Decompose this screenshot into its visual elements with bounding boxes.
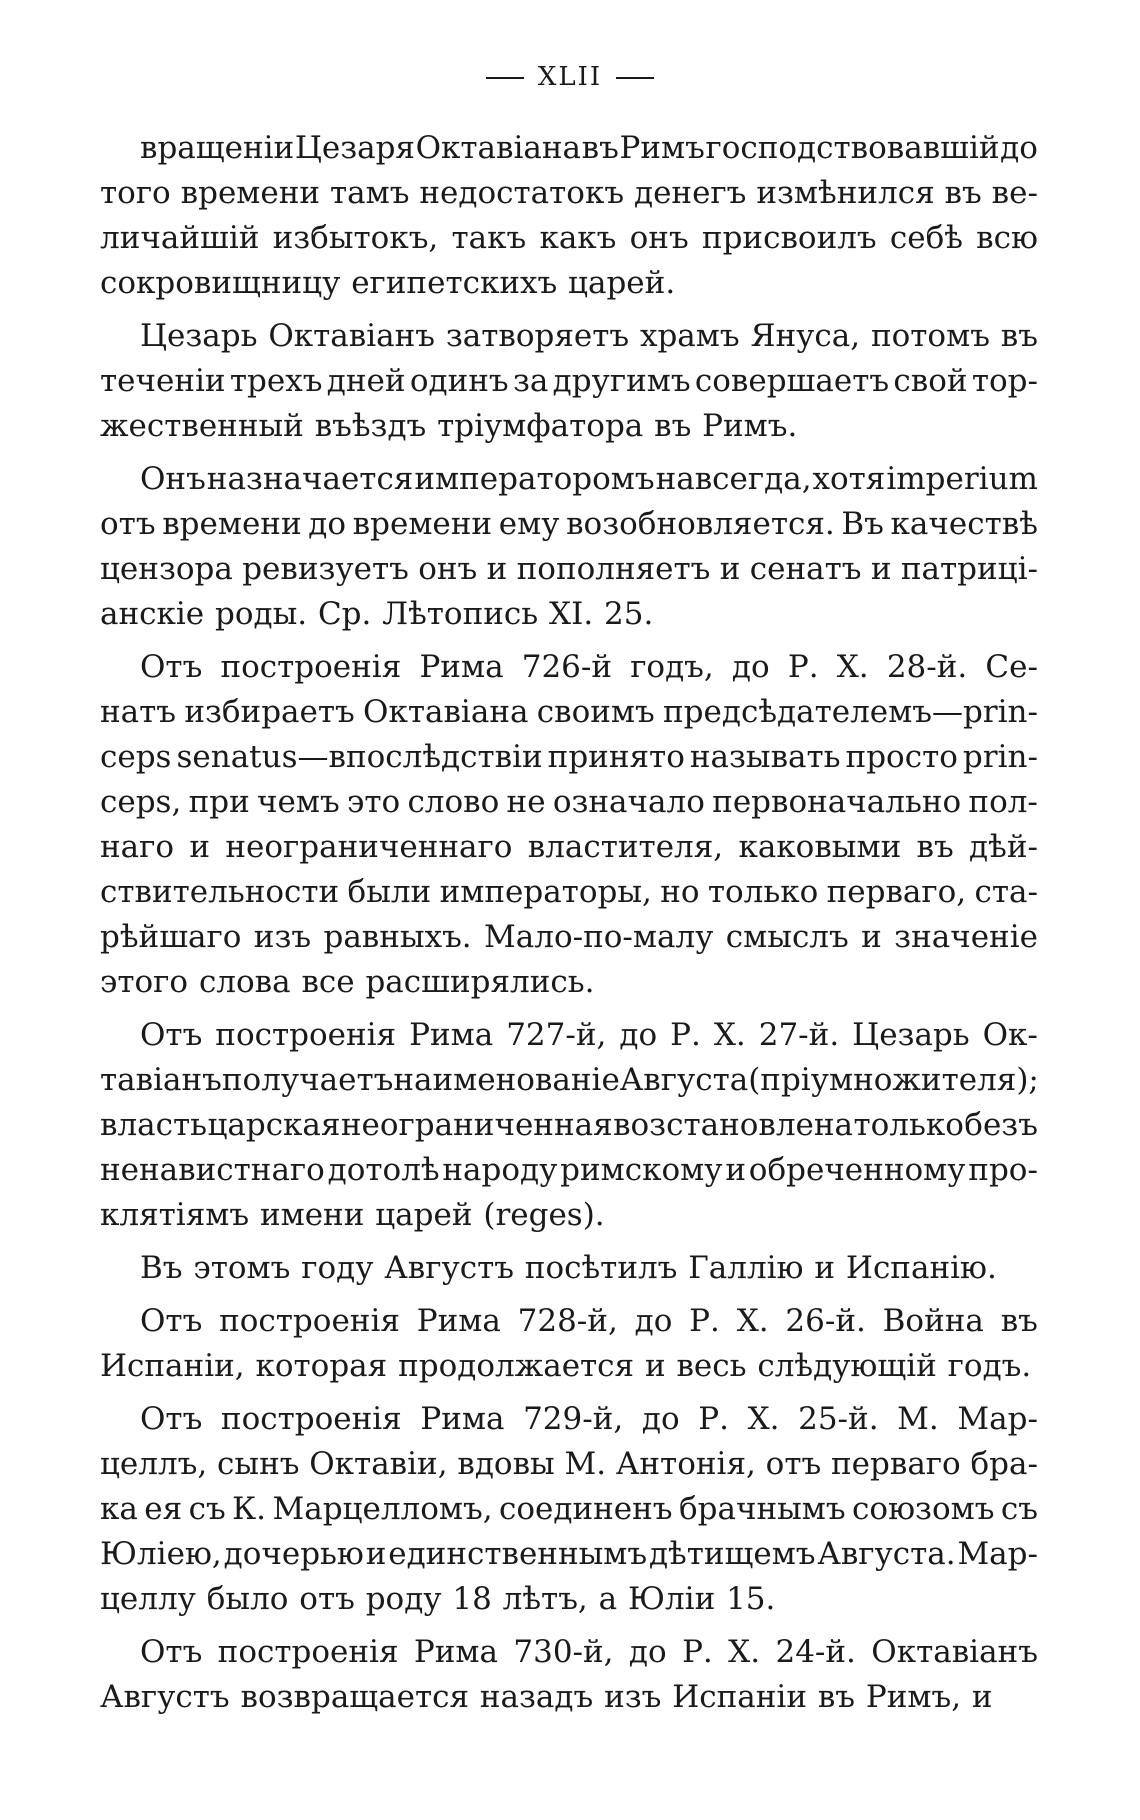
- word: Августъ: [384, 1250, 514, 1286]
- word: которая: [255, 1348, 388, 1384]
- word: въ: [916, 829, 954, 865]
- text-line: [100, 502, 1038, 547]
- word: цензора: [100, 551, 233, 587]
- word: Х.: [713, 1017, 746, 1053]
- text-line: [100, 1344, 1038, 1389]
- word: императоры,: [439, 874, 652, 910]
- text-line: [100, 780, 1038, 825]
- word: смыслъ: [725, 919, 849, 955]
- word: избытокъ,: [272, 220, 439, 256]
- word: клятіямъ: [100, 1197, 250, 1233]
- word: и: [719, 551, 741, 587]
- word: личайшій: [100, 220, 260, 256]
- word: и: [725, 1152, 746, 1188]
- word: властителя,: [527, 829, 724, 865]
- word: Р.: [698, 1401, 729, 1437]
- word: расширялись.: [365, 964, 595, 1000]
- word: ceps: [100, 739, 172, 775]
- word: онъ: [418, 551, 478, 587]
- word: сынъ: [217, 1446, 300, 1482]
- word: изъ: [604, 1679, 662, 1715]
- word: Юліею,: [100, 1536, 222, 1572]
- word: вдовы: [457, 1446, 555, 1482]
- header-dash-right: [616, 77, 654, 79]
- word: Отъ: [140, 1634, 203, 1670]
- word: Октавіана: [415, 130, 582, 166]
- word: возобновляется.: [566, 506, 835, 542]
- word: затворяетъ: [445, 318, 630, 354]
- word: Х.: [747, 1401, 780, 1437]
- word: Рима: [419, 649, 504, 685]
- text-line: [100, 735, 1038, 780]
- word: Августъ: [100, 1679, 230, 1715]
- word: одинъ: [409, 363, 509, 399]
- word: до: [634, 1303, 673, 1339]
- word: просто: [845, 739, 958, 775]
- word: изъ: [253, 919, 312, 955]
- word: Октавіи,: [309, 1446, 448, 1482]
- word: совершаетъ: [694, 363, 890, 399]
- text-line: [100, 645, 1038, 690]
- text-line: [100, 1532, 1038, 1577]
- paragraph: [100, 1299, 1038, 1389]
- paragraph: [100, 1013, 1038, 1238]
- word: до: [628, 1634, 667, 1670]
- word: присвоилъ: [701, 220, 877, 256]
- word: тавіанъ: [100, 1062, 222, 1098]
- word: Отъ: [140, 649, 203, 685]
- word: Антонія,: [615, 1446, 756, 1482]
- word: перваго: [831, 1446, 961, 1482]
- word: каковыми: [738, 829, 902, 865]
- paragraph: [100, 1397, 1038, 1622]
- word: измѣнился: [756, 175, 935, 211]
- word: въ: [817, 1679, 856, 1715]
- word: было: [206, 1581, 289, 1617]
- word: 28-й.: [886, 649, 968, 685]
- word: безъ: [964, 1107, 1038, 1143]
- word: prin-: [962, 739, 1038, 775]
- word: это: [346, 784, 401, 820]
- text-line: [100, 404, 1038, 449]
- word: означало: [552, 784, 705, 820]
- word: Испанію.: [845, 1250, 997, 1286]
- word: недостатокъ: [419, 175, 625, 211]
- text-line: [100, 870, 1038, 915]
- text-line: [100, 915, 1038, 960]
- word: Галлію: [688, 1250, 804, 1286]
- word: только: [707, 874, 819, 910]
- word: при: [188, 784, 250, 820]
- word: XI.: [549, 596, 594, 632]
- word: патриці-: [900, 551, 1038, 587]
- word: неограниченная: [340, 1107, 613, 1143]
- word: называть: [689, 739, 841, 775]
- word: царей: [375, 1197, 473, 1233]
- word: imperium: [886, 461, 1038, 497]
- word: египетскихъ: [351, 265, 558, 301]
- word: ствительности: [100, 874, 340, 910]
- text-line: [100, 1013, 1038, 1058]
- word: рѣйшаго: [100, 919, 242, 955]
- text-line: [100, 1487, 1038, 1532]
- word: избираетъ: [184, 694, 355, 730]
- word: анскіе: [100, 596, 205, 632]
- word: хотя: [812, 461, 886, 497]
- word: году: [301, 1250, 374, 1286]
- word: дотолѣ: [327, 1152, 440, 1188]
- word: 729-й,: [523, 1401, 624, 1437]
- word: своимъ: [536, 694, 655, 730]
- word: этомъ: [193, 1250, 291, 1286]
- word: роду: [365, 1581, 442, 1617]
- word: дней: [326, 363, 406, 399]
- paragraph: [100, 645, 1038, 1005]
- word: построенія: [220, 649, 402, 685]
- word: до: [308, 506, 347, 542]
- word: царей.: [568, 265, 676, 301]
- word: 24-й.: [775, 1634, 856, 1670]
- text-line: [100, 1103, 1038, 1148]
- word: царская: [207, 1107, 341, 1143]
- text-line: [100, 1193, 1038, 1238]
- word: Р.: [670, 1017, 701, 1053]
- word: римскому: [560, 1152, 723, 1188]
- word: Ср.: [317, 596, 372, 632]
- word: построенія: [215, 1017, 397, 1053]
- word: жественный: [100, 408, 304, 444]
- word: роды.: [214, 596, 308, 632]
- word: Война: [882, 1303, 984, 1339]
- word: тамъ: [330, 175, 410, 211]
- word: не: [506, 784, 546, 820]
- word: и: [189, 829, 211, 865]
- word: имени: [259, 1197, 365, 1233]
- word: целлу: [100, 1581, 196, 1617]
- text-line: [100, 1577, 1038, 1622]
- word: ея: [144, 1491, 183, 1527]
- word: единственнымъ: [388, 1536, 648, 1572]
- word: Цезарь: [852, 1017, 970, 1053]
- text-line: [100, 457, 1038, 502]
- word: и: [814, 1250, 836, 1286]
- word: Въ: [841, 506, 884, 542]
- word: Римъ: [619, 130, 705, 166]
- word: въ: [1000, 1303, 1038, 1339]
- word: М.: [564, 1446, 607, 1482]
- word: получаетъ: [221, 1062, 394, 1098]
- word: Испаніи,: [100, 1348, 245, 1384]
- word: построенія: [217, 1634, 399, 1670]
- word: отъ: [765, 1446, 822, 1482]
- word: какъ: [539, 220, 617, 256]
- word: только: [853, 1107, 964, 1143]
- word: предсѣдателемъ—prin-: [663, 694, 1038, 730]
- word: лѣтъ,: [502, 1581, 588, 1617]
- text-line: [100, 171, 1038, 216]
- word: 726-й: [521, 649, 613, 685]
- word: тор-: [971, 363, 1038, 399]
- word: до: [731, 649, 770, 685]
- word: 18: [452, 1581, 492, 1617]
- word: чемъ: [257, 784, 340, 820]
- word: Р.: [682, 1634, 713, 1670]
- word: (reges).: [483, 1197, 605, 1233]
- text-line: [100, 1442, 1038, 1487]
- word: но: [660, 874, 700, 910]
- text-line: [100, 261, 1038, 306]
- word: перваго,: [826, 874, 967, 910]
- word: Р.: [689, 1303, 720, 1339]
- word: времени: [180, 175, 321, 211]
- word: равныхъ.: [323, 919, 472, 955]
- text-line: [100, 1246, 1038, 1291]
- word: съ: [188, 1491, 226, 1527]
- word: до: [641, 1401, 680, 1437]
- paragraph: [100, 1246, 1038, 1291]
- word: до: [619, 1017, 658, 1053]
- body-text: [100, 126, 1038, 1728]
- paragraph: [100, 1630, 1038, 1720]
- word: трехъ: [229, 363, 323, 399]
- word: senatus—впослѣдствіи: [176, 739, 543, 775]
- word: качествѣ: [890, 506, 1038, 542]
- word: были: [347, 874, 432, 910]
- word: натъ: [100, 694, 177, 730]
- word: целлъ,: [100, 1446, 208, 1482]
- word: все: [301, 964, 355, 1000]
- word: Римъ.: [702, 408, 798, 444]
- word: возвращается: [240, 1679, 470, 1715]
- text-line: [100, 1299, 1038, 1344]
- word: Януса,: [750, 318, 861, 354]
- header-dash-left: [486, 77, 524, 79]
- word: Юліи: [627, 1581, 716, 1617]
- word: Рима: [420, 1401, 505, 1437]
- word: тріумфатора: [437, 408, 644, 444]
- text-line: [100, 825, 1038, 870]
- text-line: [100, 1148, 1038, 1193]
- word: свой: [893, 363, 968, 399]
- word: Цезарь: [140, 318, 258, 354]
- word: того: [100, 175, 171, 211]
- page-header: [0, 62, 1140, 92]
- word: до: [1000, 130, 1038, 166]
- word: себѣ: [889, 220, 963, 256]
- word: Отъ: [140, 1401, 203, 1437]
- word: М.: [897, 1401, 939, 1437]
- word: слово: [407, 784, 500, 820]
- word: неограниченнаго: [225, 829, 513, 865]
- word: пол-: [968, 784, 1038, 820]
- word: 728-й,: [517, 1303, 618, 1339]
- word: назадъ: [479, 1679, 594, 1715]
- word: К.: [232, 1491, 267, 1527]
- text-line: [100, 1675, 1038, 1720]
- word: дѣтищемъ: [648, 1536, 816, 1572]
- word: и: [486, 551, 508, 587]
- word: 727-й,: [506, 1017, 607, 1053]
- word: союзомъ: [852, 1491, 995, 1527]
- word: Мар-: [957, 1536, 1038, 1572]
- word: Августа.: [817, 1536, 956, 1572]
- word: ненавистнаго: [100, 1152, 325, 1188]
- word: отъ: [100, 506, 156, 542]
- text-line: [100, 1058, 1038, 1103]
- text-line: [100, 960, 1038, 1005]
- word: 25-й.: [798, 1401, 879, 1437]
- word: дѣй-: [969, 829, 1038, 865]
- text-line: [100, 547, 1038, 592]
- word: Рима: [409, 1017, 494, 1053]
- word: 25.: [604, 596, 654, 632]
- word: навсегда,: [655, 461, 812, 497]
- word: Х.: [836, 649, 869, 685]
- word: времени: [162, 506, 302, 542]
- word: господствовавшій: [705, 130, 1000, 166]
- word: бра-: [970, 1446, 1038, 1482]
- word: Р.: [787, 649, 819, 685]
- word: и: [870, 551, 892, 587]
- word: Отъ: [140, 1017, 203, 1053]
- word: вращеніи: [140, 130, 295, 166]
- text-line: [100, 1397, 1038, 1442]
- word: Августа: [619, 1062, 749, 1098]
- word: про-: [968, 1152, 1038, 1188]
- word: брачнымъ: [678, 1491, 846, 1527]
- text-line: [100, 690, 1038, 735]
- word: Х.: [736, 1303, 769, 1339]
- word: другимъ: [552, 363, 691, 399]
- word: Октавіанъ: [871, 1634, 1038, 1670]
- word: ка: [100, 1491, 138, 1527]
- word: Римъ,: [865, 1679, 962, 1715]
- word: годъ.: [947, 1348, 1032, 1384]
- word: наго: [100, 829, 175, 865]
- word: 26-й.: [785, 1303, 866, 1339]
- word: а: [598, 1581, 618, 1617]
- word: власть: [100, 1107, 208, 1143]
- word: Онъ: [140, 461, 206, 497]
- word: Цезаря: [294, 130, 415, 166]
- word: въ: [654, 408, 692, 444]
- word: построенія: [220, 1401, 402, 1437]
- word: ста-: [974, 874, 1038, 910]
- word: потомъ: [870, 318, 990, 354]
- word: весь: [676, 1348, 747, 1384]
- word: сокровищницу: [100, 265, 341, 301]
- word: въ: [1000, 318, 1038, 354]
- word: Въ: [140, 1250, 183, 1286]
- word: Ок-: [982, 1017, 1038, 1053]
- word: Се-: [985, 649, 1038, 685]
- word: храмъ: [639, 318, 740, 354]
- word: принято: [547, 739, 685, 775]
- word: въѣздъ: [314, 408, 427, 444]
- word: слѣдующій: [757, 1348, 937, 1384]
- word: и: [971, 1679, 993, 1715]
- word: наименованіе: [393, 1062, 620, 1098]
- word: посѣтилъ: [524, 1250, 678, 1286]
- word: всю: [976, 220, 1038, 256]
- word: денегъ: [633, 175, 747, 211]
- word: Октавіанъ: [268, 318, 435, 354]
- word: сенатъ: [749, 551, 862, 587]
- word: годъ,: [630, 649, 714, 685]
- word: этого: [100, 964, 189, 1000]
- word: и: [365, 1536, 387, 1572]
- word: Октавіана: [363, 694, 529, 730]
- word: дочерью: [223, 1536, 364, 1572]
- word: народу: [442, 1152, 558, 1188]
- word: продолжается: [398, 1348, 635, 1384]
- word: такъ: [451, 220, 527, 256]
- word: ceps,: [100, 784, 182, 820]
- word: и: [861, 919, 882, 955]
- word: первоначально: [712, 784, 962, 820]
- word: (пріумножителя);: [748, 1062, 1039, 1098]
- word: Отъ: [140, 1303, 203, 1339]
- word: соединенъ: [499, 1491, 673, 1527]
- text-line: [100, 314, 1038, 359]
- word: теченіи: [100, 363, 226, 399]
- word: Лѣтопись: [382, 596, 539, 632]
- word: 27-й.: [758, 1017, 840, 1053]
- word: Испаніи: [672, 1679, 807, 1715]
- word: обреченному: [748, 1152, 966, 1188]
- word: пополняетъ: [516, 551, 711, 587]
- word: значеніе: [894, 919, 1038, 955]
- word: Мало-по-малу: [484, 919, 714, 955]
- word: съ: [1000, 1491, 1038, 1527]
- word: Мар-: [957, 1401, 1038, 1437]
- word: за: [512, 363, 549, 399]
- word: онъ: [629, 220, 689, 256]
- word: императоромъ: [414, 461, 655, 497]
- word: въ: [944, 175, 982, 211]
- text-line: [100, 359, 1038, 404]
- word: назначается: [206, 461, 414, 497]
- word: 15.: [726, 1581, 776, 1617]
- word: Рима: [416, 1303, 501, 1339]
- word: слова: [198, 964, 291, 1000]
- word: Рима: [413, 1634, 498, 1670]
- word: ревизуетъ: [242, 551, 409, 587]
- word: ве-: [991, 175, 1038, 211]
- text-line: [100, 126, 1038, 171]
- word: 730-й,: [513, 1634, 614, 1670]
- paragraph: [100, 314, 1038, 449]
- text-line: [100, 1630, 1038, 1675]
- word: Марцелломъ,: [272, 1491, 493, 1527]
- paragraph: [100, 126, 1038, 306]
- word: въ: [581, 130, 619, 166]
- page-number: XLII: [537, 62, 603, 92]
- text-line: [100, 592, 1038, 637]
- word: и: [644, 1348, 666, 1384]
- word: возстановлена: [613, 1107, 854, 1143]
- text-line: [100, 216, 1038, 261]
- word: ему: [498, 506, 560, 542]
- paragraph: [100, 457, 1038, 637]
- word: отъ: [299, 1581, 355, 1617]
- word: времени: [352, 506, 493, 542]
- word: построенія: [219, 1303, 400, 1339]
- word: Х.: [728, 1634, 761, 1670]
